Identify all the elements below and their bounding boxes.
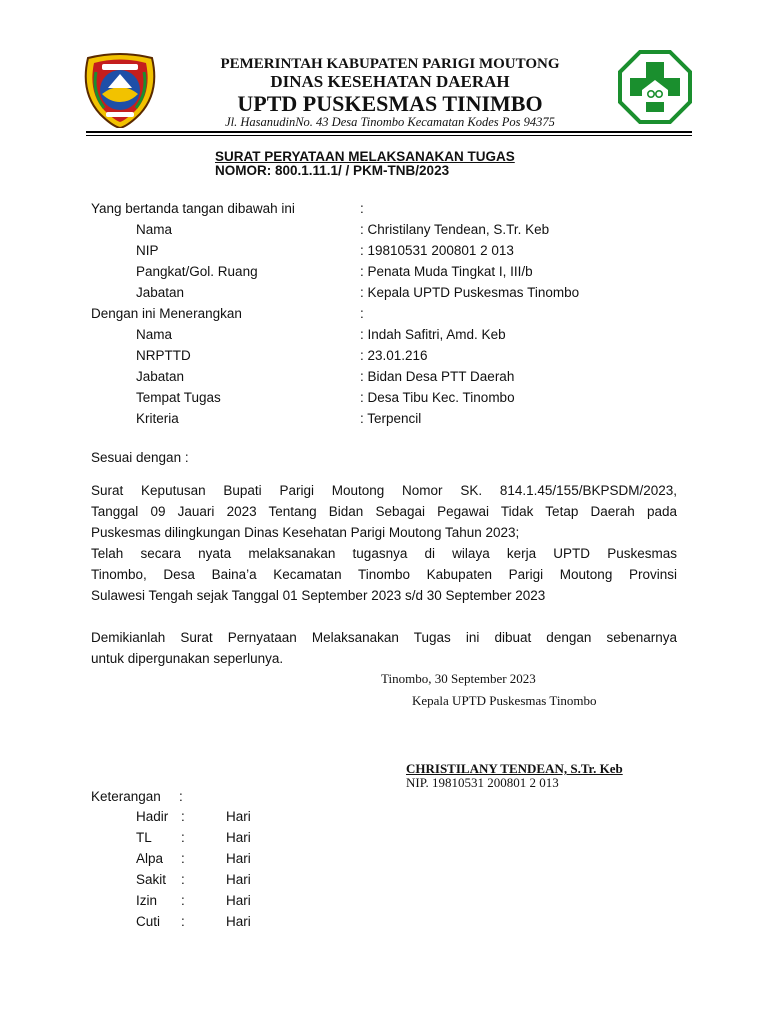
- subject-heading-colon: :: [360, 306, 364, 321]
- attendance-heading-colon: :: [179, 789, 183, 804]
- attendance-unit: Hari: [226, 809, 251, 824]
- attendance-label-leave: Cuti: [136, 914, 161, 929]
- document-title: SURAT PERYATAAN MELAKSANAKAN TUGAS: [215, 149, 515, 164]
- letterhead-address: Jl. HasanudinNo. 43 Desa Tinombo Kecamatan Kodes Pos 94375: [225, 115, 555, 129]
- subject-position-value: : Bidan Desa PTT Daerah: [360, 369, 515, 384]
- signer-name-value: : Christilany Tendean, S.Tr. Keb: [360, 222, 550, 237]
- signer-heading-colon: :: [360, 201, 364, 216]
- signer-nip-value: : 19810531 200801 2 013: [360, 243, 514, 258]
- subject-name-value: : Indah Safitri, Amd. Keb: [360, 327, 506, 342]
- puskesmas-cross-logo: [618, 50, 692, 124]
- attendance-label-sick: Sakit: [136, 872, 167, 887]
- subject-workplace-value: : Desa Tibu Kec. Tinombo: [360, 390, 515, 405]
- reference-heading: Sesuai dengan :: [91, 450, 189, 465]
- attendance-label-tl: TL: [136, 830, 152, 845]
- document-number: NOMOR: 800.1.11.1/ / PKM-TNB/2023: [215, 163, 450, 178]
- attendance-colon: :: [181, 851, 185, 866]
- subject-workplace-label: Tempat Tugas: [136, 390, 221, 405]
- signature-place-date: Tinombo, 30 September 2023: [381, 671, 536, 686]
- body-paragraph-closing: [91, 627, 677, 669]
- attendance-label-present: Hadir: [136, 809, 169, 824]
- attendance-unit: Hari: [226, 914, 251, 929]
- signer-name-label: Nama: [136, 222, 173, 237]
- signer-rank-value: : Penata Muda Tingkat I, III/b: [360, 264, 533, 279]
- subject-criteria-value: : Terpencil: [360, 411, 422, 426]
- paragraph-line: Tinombo, Desa Baina’a Kecamatan Tinombo Kabupaten Parigi Moutong Provinsi: [91, 567, 677, 582]
- attendance-colon: :: [181, 830, 185, 845]
- signer-nip-label: NIP: [136, 243, 159, 258]
- signer-position-value: : Kepala UPTD Puskesmas Tinombo: [360, 285, 580, 300]
- subject-name-label: Nama: [136, 327, 173, 342]
- signature-nip: NIP. 19810531 200801 2 013: [406, 775, 559, 790]
- attendance-unit: Hari: [226, 851, 251, 866]
- subject-nrpttd-label: NRPTTD: [136, 348, 191, 363]
- paragraph-line: untuk dipergunakan seperlunya.: [91, 651, 284, 666]
- letterhead-government: PEMERINTAH KABUPATEN PARIGI MOUTONG: [220, 56, 560, 72]
- subject-position-label: Jabatan: [136, 369, 185, 384]
- subject-nrpttd-value: : 23.01.216: [360, 348, 428, 363]
- attendance-colon: :: [181, 914, 185, 929]
- attendance-colon: :: [181, 872, 185, 887]
- paragraph-line: Puskesmas dilingkungan Dinas Kesehatan Parigi Moutong Tahun 2023;: [91, 525, 520, 540]
- attendance-colon: :: [181, 809, 185, 824]
- attendance-unit: Hari: [226, 893, 251, 908]
- paragraph-line: Sulawesi Tengah sejak Tanggal 01 September 2023 s/d 30 September 2023: [91, 588, 546, 603]
- letterhead-divider-thin: [86, 135, 692, 136]
- paragraph-line: Telah secara nyata melaksanakan tugasnya di wilaya kerja UPTD Puskesmas: [91, 546, 677, 561]
- attendance-label-permission: Izin: [136, 893, 158, 908]
- letterhead-divider-thick: [86, 131, 692, 133]
- signer-position-label: Jabatan: [136, 285, 185, 300]
- letterhead-institution: UPTD PUSKESMAS TINIMBO: [237, 91, 543, 116]
- paragraph-line: Tanggal 09 Jauari 2023 Tentang Bidan Sebagai Pegawai Tidak Tetap Daerah pada: [91, 504, 677, 519]
- signer-rank-label: Pangkat/Gol. Ruang: [136, 264, 258, 279]
- paragraph-line: Demikianlah Surat Pernyataan Melaksanakan Tugas ini dibuat dengan sebenarnya: [91, 630, 677, 645]
- attendance-unit: Hari: [226, 872, 251, 887]
- subject-criteria-label: Kriteria: [136, 411, 179, 426]
- body-paragraph-reference: [91, 480, 677, 606]
- attendance-label-absent: Alpa: [136, 851, 164, 866]
- paragraph-line: Surat Keputusan Bupati Parigi Moutong Nomor SK. 814.1.45/155/BKPSDM/2023,: [91, 483, 677, 498]
- signature-name: CHRISTILANY TENDEAN, S.Tr. Keb: [406, 761, 623, 776]
- letterhead-department: DINAS KESEHATAN DAERAH: [270, 72, 510, 91]
- signer-heading: Yang bertanda tangan dibawah ini: [91, 201, 295, 216]
- attendance-colon: :: [181, 893, 185, 908]
- subject-heading: Dengan ini Menerangkan: [91, 306, 242, 321]
- attendance-heading: Keterangan: [91, 789, 161, 804]
- signature-position: Kepala UPTD Puskesmas Tinombo: [412, 693, 597, 708]
- attendance-unit: Hari: [226, 830, 251, 845]
- regency-emblem-logo: [80, 52, 160, 128]
